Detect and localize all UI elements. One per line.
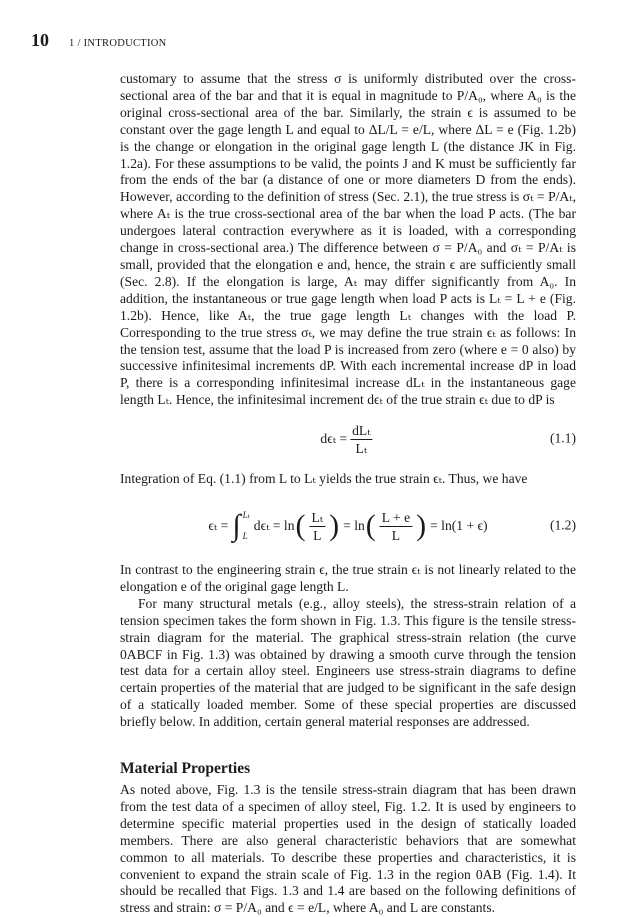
eq2-lower-limit: L (242, 531, 248, 542)
equation-1-1 (120, 417, 576, 461)
paragraph-integration: Integration of Eq. (1.1) from L to Lₜ yields the true strain ϵₜ. Thus, we have (120, 471, 528, 487)
eq2-frac2-numerator: L + e (381, 509, 411, 525)
eq2-frac1-numerator: Lₜ (311, 509, 324, 525)
paragraph-true-stress: customary to assume that the stress σ is uniformly distributed over the cross-sectional area of the bar and that it is equal in magnitude to P/A₀, where A₀ is the original cross-sectional area of the bar. Similarly, the strain ϵ is assumed to be constant over the gage length L and equal to ΔL/L = e/L, where ΔL = e (Fig. 1.2b) is the change or elongation in the original gage length L (the distance JK in Fig. 1.2a). For these assumptions to be valid, the points J and K must be sufficiently far from the ends of the bar (a distance of one or more diameters D from the ends). However, according to the definition of stress (Sec. 2.1), the true stress is σₜ = P/Aₜ, where Aₜ is the true cross-sectional area of the bar when the load P acts. (The bar undergoes lateral contraction everywhere as it is loaded, with a corresponding change in cross-sectional area.) The difference between σ = P/A₀ and σₜ = P/Aₜ is small, provided that the elongation e and, hence, the strain ϵ are sufficiently small (Sec. 2.8). If the elongation is large, Aₜ may differ significantly from A₀. In addition, the instantaneous or true gage length when load P acts is Lₜ = L + e (Fig. 1.2b). Hence, like Aₜ, the true gage length Lₜ changes with the load P. Corresponding to the true stress σₜ, we may define the true strain ϵₜ as follows: In the tension test, assume that the load P is increased from zero (where e = 0 also) by successive infinitesimal increments dP. With each incremental increase dP in load P, there is a corresponding infinitesimal increase dLₜ in the instantaneous gage length Lₜ. Hence, the infinitesimal increment dϵₜ of the true strain ϵₜ due to dP is (120, 71, 576, 408)
eq2-mid: = ln (343, 517, 365, 533)
page-body (120, 71, 576, 917)
eq2-number: (1.2) (549, 517, 576, 533)
paragraph-contrast: In contrast to the engineering strain ϵ, the true strain ϵₜ is not linearly related to the elongation e of the original gage length L. (120, 562, 576, 594)
eq2-rhs: = ln(1 + ϵ) (430, 517, 488, 533)
left-paren: ( (295, 509, 306, 543)
integral-sign: ∫ (232, 509, 241, 543)
running-head: 1 / INTRODUCTION (69, 38, 167, 49)
paragraph-material-properties: As noted above, Fig. 1.3 is the tensile stress-strain diagram that has been drawn from the test data of a specimen of alloy steel, Fig. 1.2. It is used by engineers to determine specific material properties used in the design of statically loaded members. There are also general characteristic behaviors that are somewhat common to all materials. To describe these properties and characteristics, it is convenient to expand the strain scale of Fig. 1.3 in the region 0AB (Fig. 1.4). It should be recalled that Figs. 1.3 and 1.4 are based on the following definitions of stress and strain: σ = P/A₀ and ϵ = e/L, where A₀ and L are constants. (120, 782, 576, 916)
integral-limits (243, 507, 250, 545)
eq2-frac2-denominator: L (391, 527, 401, 543)
page-number: 10 (31, 30, 49, 50)
eq2-frac1-denominator: L (313, 527, 322, 543)
eq1-numerator: dLₜ (352, 422, 371, 438)
eq2-lhs: ϵₜ = (208, 517, 229, 533)
right-paren: ) (416, 509, 427, 543)
eq2-fraction-1 (310, 509, 326, 544)
section-title: Material Properties (120, 760, 251, 778)
left-paren: ( (365, 509, 376, 543)
eq1-denominator: Lₜ (355, 440, 368, 456)
eq2-integrand: dϵₜ = ln (253, 517, 295, 533)
paragraph-stress-strain-diagram: For many structural metals (e.g., alloy steels), the stress-strain relation of a tension specimen takes the form shown in Fig. 1.3. This figure is the tensile stress-strain diagram for the material. The graphical stress-strain relation (the curve 0ABCF in Fig. 1.3) was obtained by drawing a smooth curve through the tension test data for a certain alloy steel. Engineers use stress-strain diagrams to define certain properties of the material that are judged to be significant in the safe design of a statically loaded member. Some of these special properties are discussed briefly below. In addition, certain general material responses are addressed. (120, 595, 576, 730)
eq1-lhs: dϵₜ = (320, 430, 348, 446)
page-header (31, 30, 167, 51)
eq1-number: (1.1) (549, 430, 576, 446)
right-paren: ) (329, 509, 340, 543)
eq2-fraction-2 (380, 509, 412, 544)
eq2-upper-limit: Lₜ (242, 510, 250, 521)
equation-1-2 (120, 500, 576, 552)
eq1-fraction (350, 422, 372, 457)
